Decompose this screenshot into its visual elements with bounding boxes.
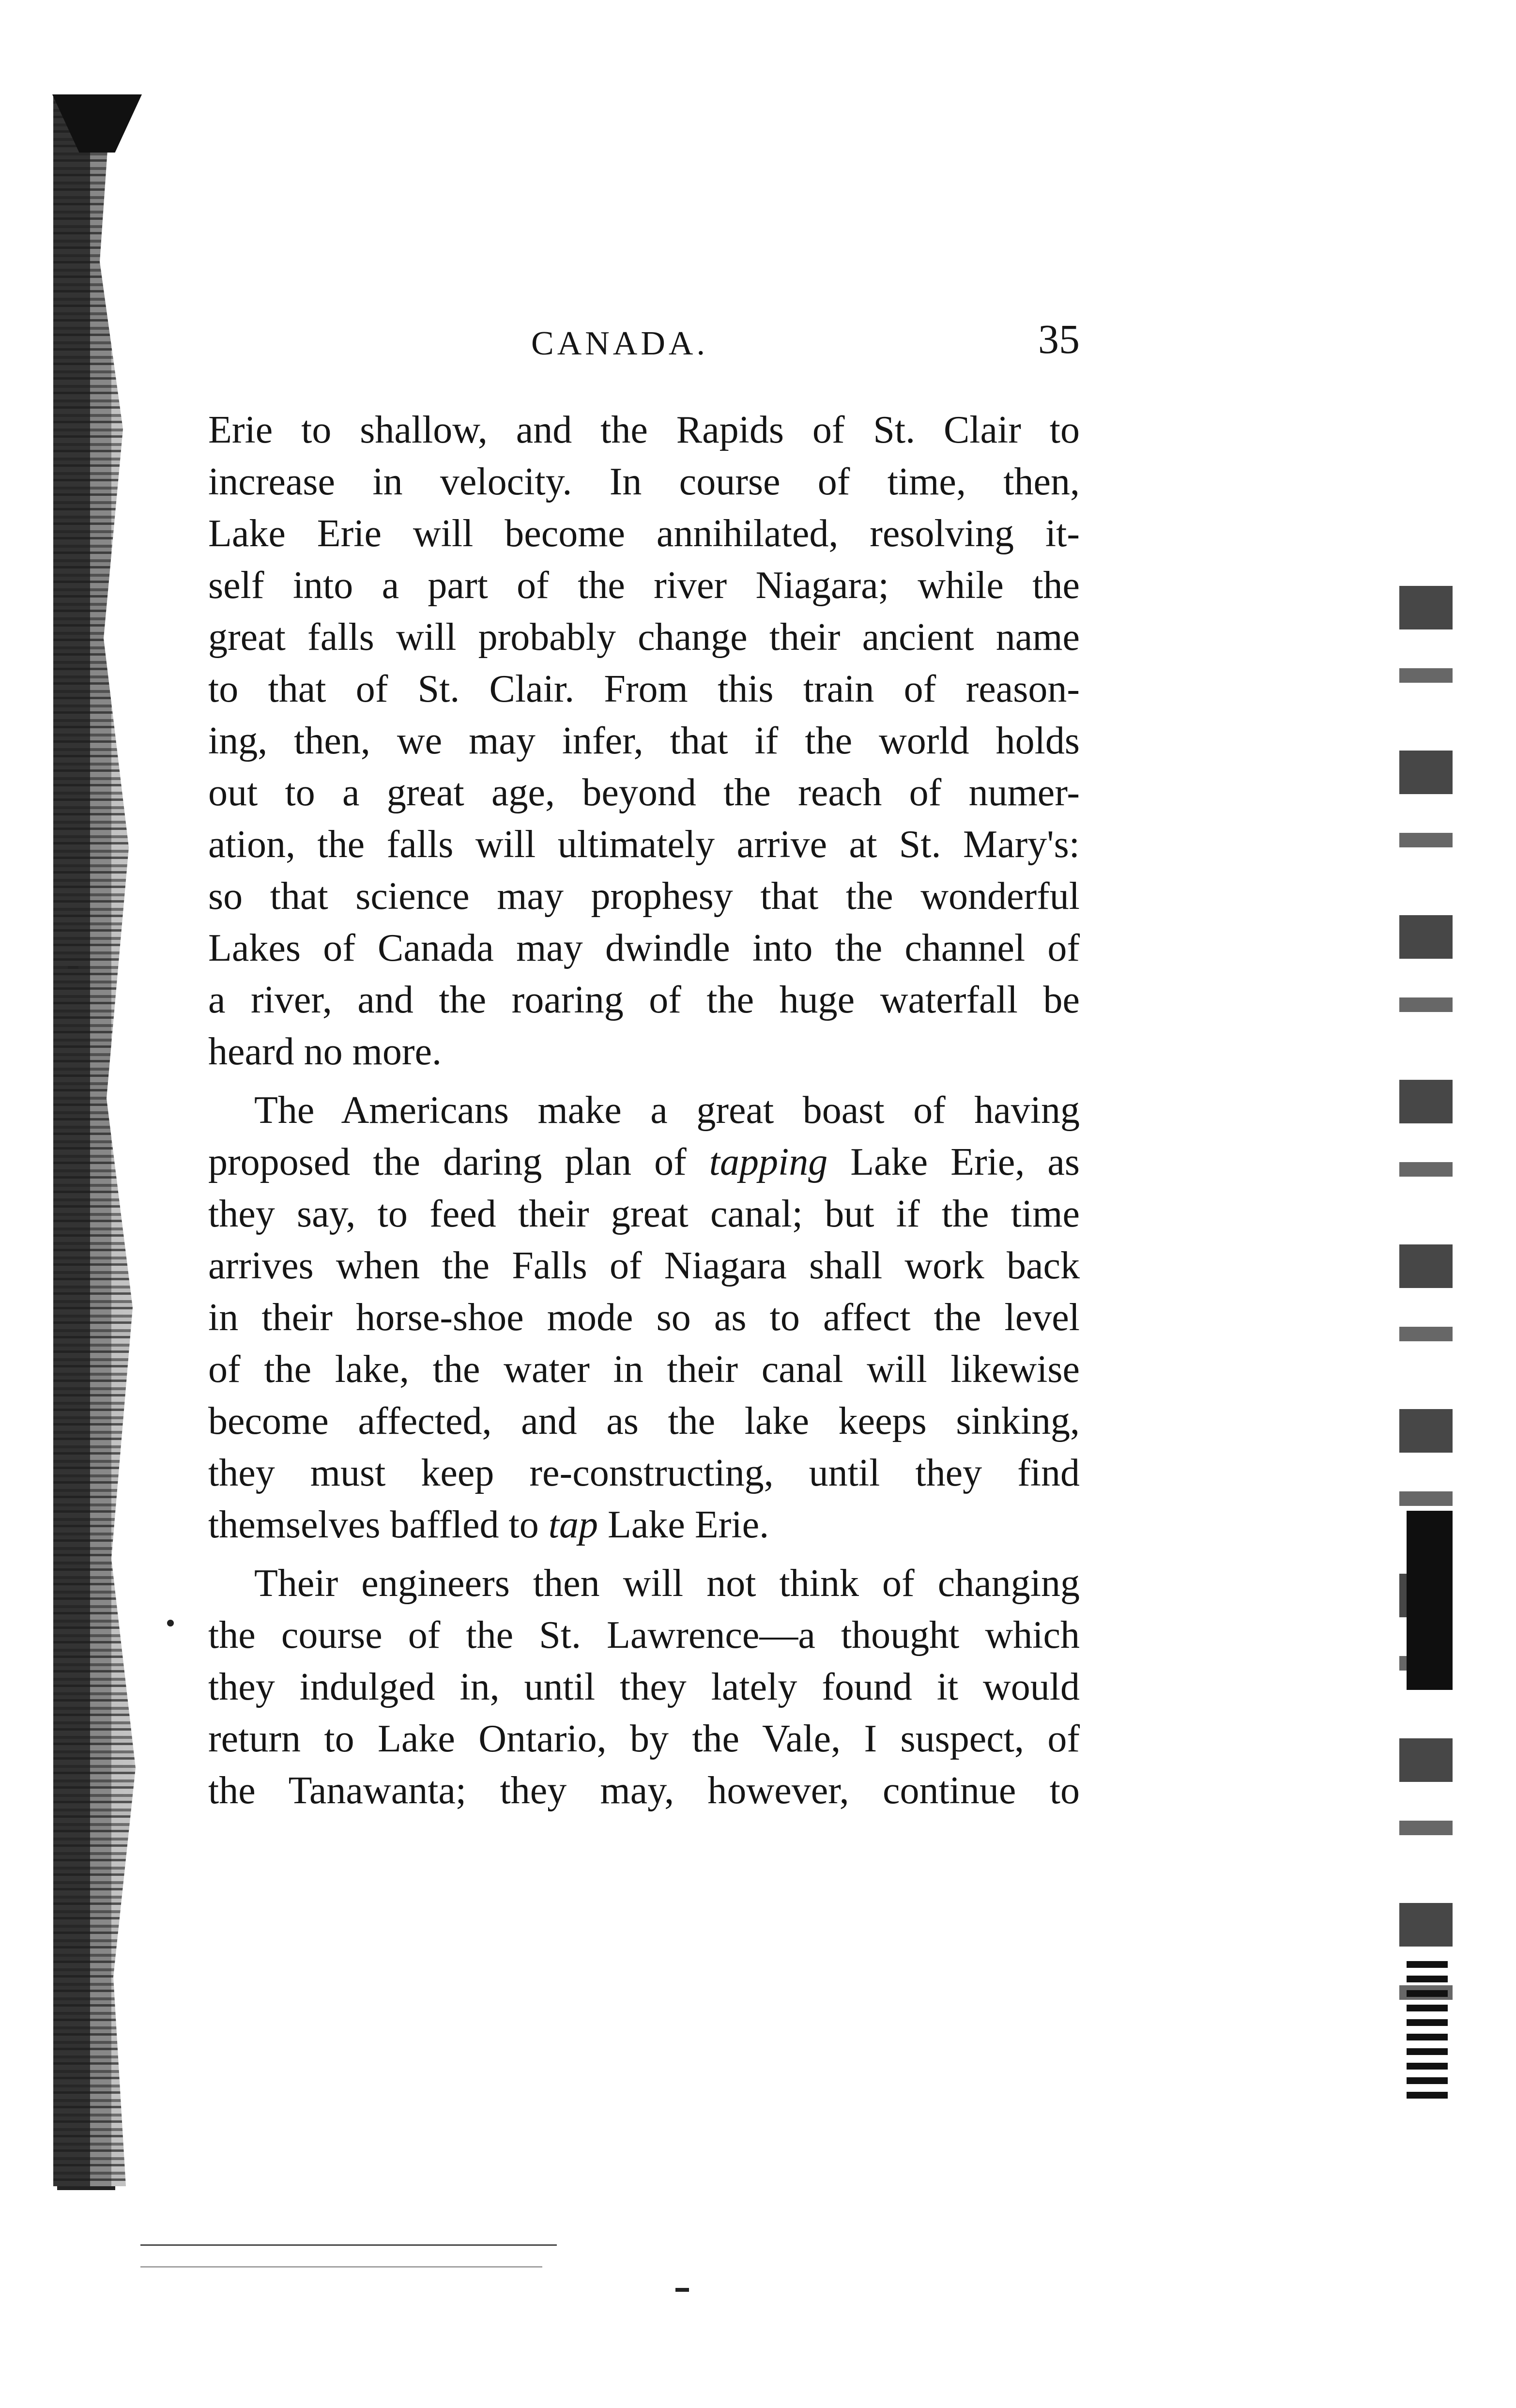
scan-right-edge — [1399, 557, 1453, 2034]
text-line: great falls will probably change their ancient name — [208, 616, 1080, 659]
text-line: ation, the falls will ultimately arrive at St. Mary's: — [208, 823, 1080, 866]
text-line: ing, then, we may infer, that if the world holds — [208, 720, 1080, 762]
scan-speck — [68, 966, 78, 969]
text-line: the course of the St. Lawrence—a thought which — [208, 1614, 1080, 1656]
body-text — [208, 404, 1080, 1817]
text-segment: Lake Erie. — [608, 1503, 769, 1546]
text-line: in their horse-shoe mode so as to affect the level — [208, 1296, 1080, 1339]
text-line: they must keep re-constructing, until they find — [208, 1452, 1080, 1494]
text-line — [208, 1499, 1080, 1551]
text-line: return to Lake Ontario, by the Vale, I suspect, of — [208, 1718, 1080, 1760]
text-line: arrives when the Falls of Niagara shall work back — [208, 1244, 1080, 1287]
text-line: to that of St. Clair. From this train of reason- — [208, 668, 1080, 710]
text-line: out to a great age, beyond the reach of numer- — [208, 771, 1080, 814]
text-line: so that science may prophesy that the wonderful — [208, 875, 1080, 918]
italic-word: tap — [548, 1503, 598, 1546]
scan-right-block — [1407, 1511, 1453, 1690]
scan-bottom-line — [140, 2244, 557, 2246]
text-line: they indulged in, until they lately found it would — [208, 1666, 1080, 1708]
text-line: self into a part of the river Niagara; while the — [208, 564, 1080, 607]
text-segment: proposed the daring plan of — [208, 1141, 709, 1183]
text-segment: themselves baffled to — [208, 1503, 549, 1546]
page-number: 35 — [1038, 316, 1080, 362]
text-line: Lakes of Canada may dwindle into the channel of — [208, 927, 1080, 969]
scan-gutter-base — [57, 2186, 115, 2190]
text-line: Lake Erie will become annihilated, resolving it- — [208, 512, 1080, 555]
text-line: heard no more. — [208, 1030, 442, 1073]
scan-bottom-line — [140, 2266, 542, 2268]
text-line — [208, 1136, 1080, 1188]
text-line: of the lake, the water in their canal will likewise — [208, 1348, 1080, 1391]
text-line: The Americans make a great boast of having — [254, 1089, 1080, 1132]
text-segment: Lake Erie, as — [827, 1141, 1080, 1183]
text-line: the Tanawanta; they may, however, continue to — [208, 1769, 1080, 1812]
scan-speck — [167, 1620, 174, 1626]
text-line: increase in velocity. In course of time, then, — [208, 460, 1080, 503]
text-line: Erie to shallow, and the Rapids of St. Clair to — [208, 409, 1080, 451]
text-line: a river, and the roaring of the huge waterfall be — [208, 979, 1080, 1021]
scan-speck — [675, 2288, 689, 2292]
text-line: they say, to feed their great canal; but if the time — [208, 1193, 1080, 1235]
italic-word: tapping — [709, 1141, 828, 1183]
scan-right-bars — [1407, 1961, 1448, 2106]
running-head: CANADA. — [531, 325, 708, 362]
text-line: become affected, and as the lake keeps sinking, — [208, 1400, 1080, 1442]
scan-gutter-shadow — [53, 94, 150, 2186]
text-line: Their engineers then will not think of changing — [254, 1562, 1080, 1605]
